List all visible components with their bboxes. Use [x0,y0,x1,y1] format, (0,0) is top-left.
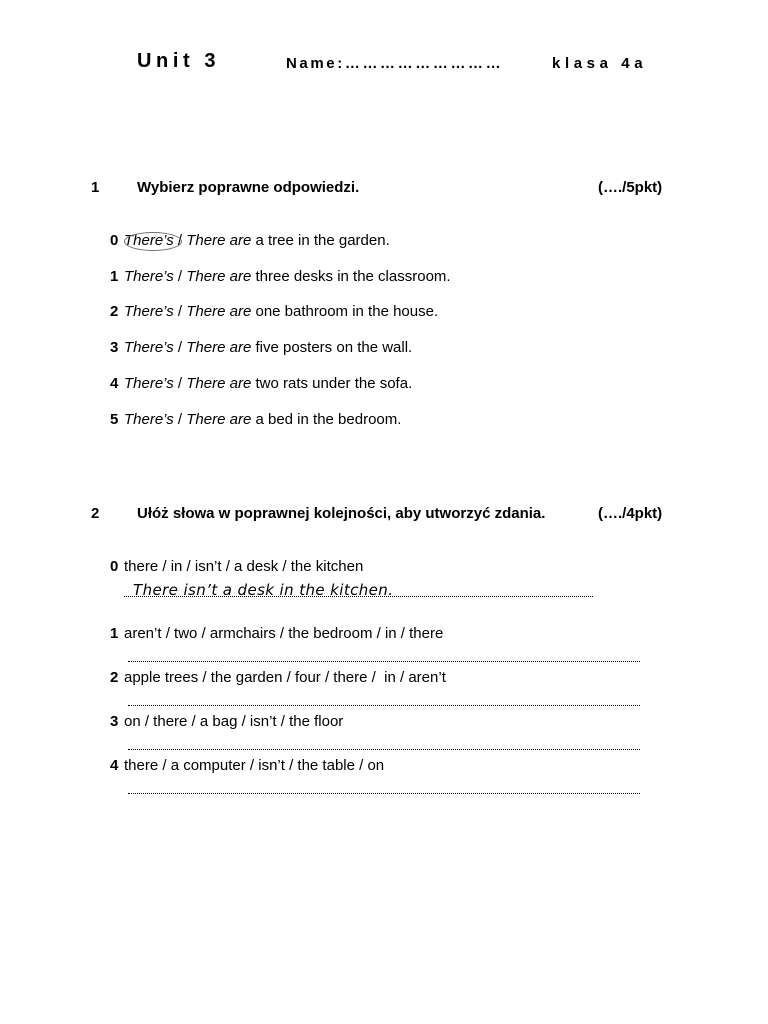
exercise1-item-1 [110,268,451,285]
option-theres[interactable]: There’s [124,339,174,356]
answer-line-1[interactable] [128,661,640,662]
sentence-rest: one bathroom in the house. [251,303,439,320]
item-number: 2 [110,303,119,320]
word-list: apple trees / the garden / four / there / in / aren’t [124,669,446,686]
class-label: klasa 4a [552,55,648,72]
item-number: 2 [110,669,119,686]
option-theres[interactable]: There’s [124,375,174,392]
answer-line-2[interactable] [128,705,640,706]
option-theres[interactable]: There’s [124,268,174,285]
option-there-are[interactable]: There are [186,268,252,285]
option-there-are[interactable]: There are [186,232,252,249]
sentence-rest: three desks in the classroom. [251,268,451,285]
exercise1-title: Wybierz poprawne odpowiedzi. [137,179,360,196]
option-separator: / [173,375,187,392]
sentence-rest: a bed in the bedroom. [251,411,402,428]
item-number: 4 [110,375,119,392]
item-number: 1 [110,268,119,285]
exercise1-item-4 [110,375,412,392]
word-list: there / a computer / isn’t / the table / on [124,757,385,774]
exercise1-item-5 [110,411,401,428]
exercise1-number: 1 [91,179,100,196]
item-number: 5 [110,411,119,428]
option-theres[interactable]: There’s [124,411,174,428]
exercise2-title: Ułóż słowa w poprawnej kolejności, aby utworzyć zdania. [137,505,546,522]
option-there-are[interactable]: There are [186,339,252,356]
option-separator: / [173,268,187,285]
answer-line-0[interactable] [124,596,593,597]
word-list: on / there / a bag / isn’t / the floor [124,713,344,730]
sentence-rest: five posters on the wall. [251,339,413,356]
exercise2-item-1 [110,625,443,642]
exercise2-item-0 [110,558,363,575]
option-there-are[interactable]: There are [186,411,252,428]
option-separator: / [173,339,187,356]
word-list: there / in / isn’t / a desk / the kitchen [124,558,364,575]
option-there-are[interactable]: There are [186,303,252,320]
answer-line-3[interactable] [128,749,640,750]
item-number: 1 [110,625,119,642]
answer-circle-mark [124,232,182,251]
item-number: 0 [110,232,119,249]
unit-title: Unit 3 [137,50,221,72]
item-number: 0 [110,558,119,575]
exercise1-points: (…./5pkt) [598,179,663,196]
exercise2-number: 2 [91,505,100,522]
answer-line-4[interactable] [128,793,640,794]
exercise2-item-4 [110,757,384,774]
word-list: aren’t / two / armchairs / the bedroom / in / there [124,625,444,642]
exercise2-item-3 [110,713,343,730]
sample-answer-text: There isn’t a desk in the kitchen. [133,581,394,599]
exercise2-item-2 [110,669,446,686]
option-theres[interactable]: There’s [124,232,174,249]
sentence-rest: two rats under the sofa. [251,375,413,392]
option-there-are[interactable]: There are [186,375,252,392]
exercise2-points: (…./4pkt) [598,505,663,522]
exercise1-item-2 [110,303,438,320]
exercise1-item-3 [110,339,412,356]
item-number: 4 [110,757,119,774]
item-number: 3 [110,713,119,730]
name-field: Name:……………………… [286,55,504,72]
sentence-rest: a tree in the garden. [251,232,390,249]
item-number: 3 [110,339,119,356]
option-separator: / [173,411,187,428]
option-separator: / [173,303,187,320]
option-theres[interactable]: There’s [124,303,174,320]
option-separator: / [173,232,187,249]
